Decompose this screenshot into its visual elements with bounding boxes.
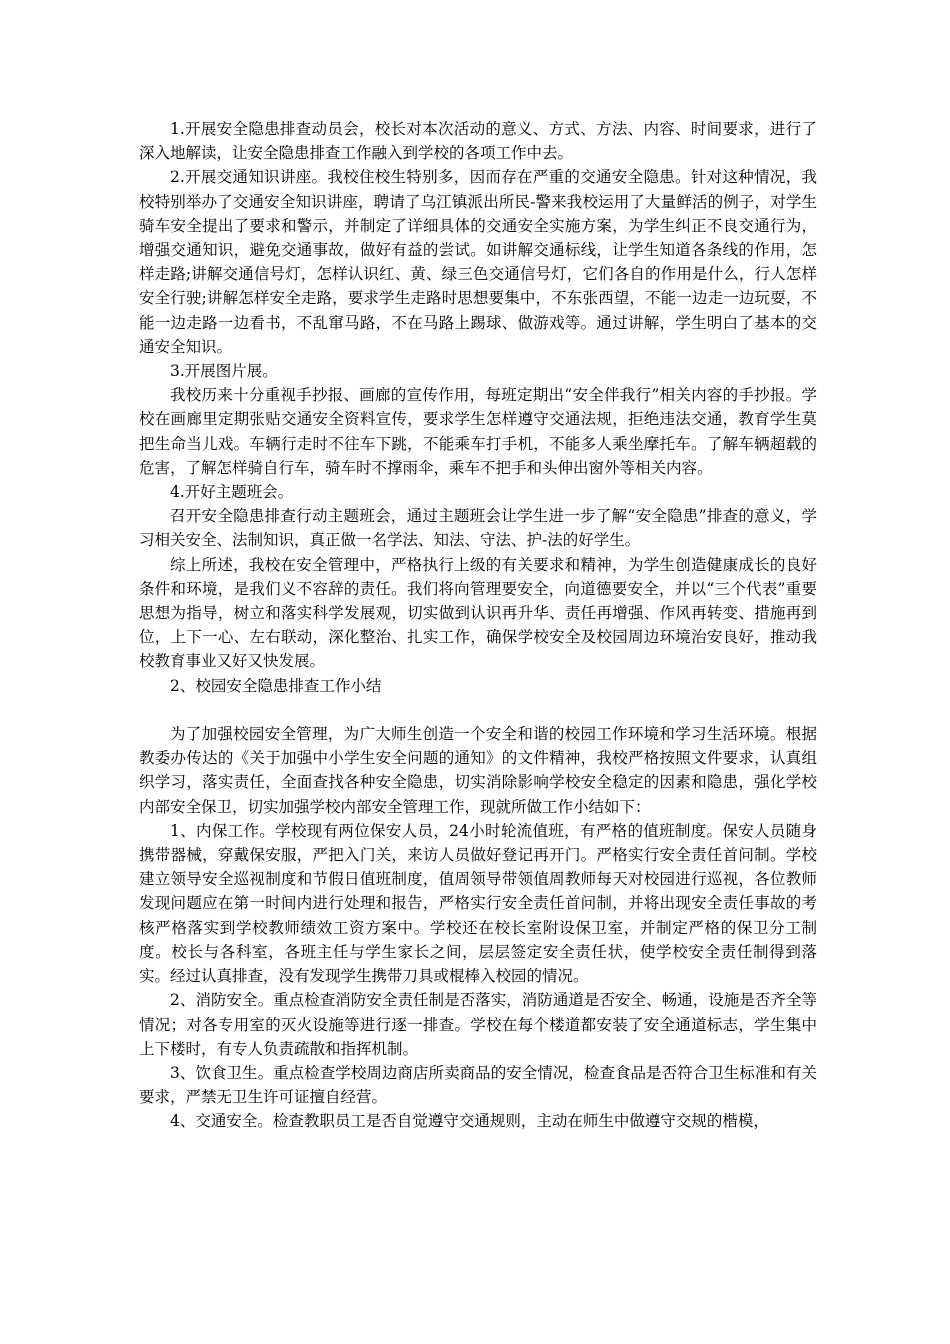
paragraph-internal-security: 1、内保工作。学校现有两位保安人员，24小时轮流值班，有严格的值班制度。保安人员随身携带器械，穿戴保安服，严把入门关，来访人员做好登记再开门。严格实行安全责任首问制。学校建立领导安全巡视制度和节假日值班制度，值周领导带领值周教师每天对校园进行巡视，各位教师发现问题应在第一时间内进行处理和报告，严格实行安全责任首问制，并将出现安全责任事故的考核严格落实到学校教师绩效工资方案中。学校还在校长室附设保卫室，并制定严格的保卫分工制度。校长与各科室，各班主任与学生家长之间，层层签定安全责任状，使学校安全责任制得到落实。经过认真排查，没有发现学生携带刀具或棍棒入校园的情况。: [139, 821, 817, 986]
document-body: [139, 117, 817, 1134]
paragraph-picture-exhibition-heading: 3.开展图片展。: [170, 362, 278, 381]
paragraph-class-meeting-heading: 4.开好主题班会。: [170, 483, 294, 502]
paragraph-food-hygiene: 3、饮食卫生。重点检查学校周边商店所卖商品的安全情况，检查食品是否符合卫生标准和有关要求，严禁无卫生许可证擅自经营。: [139, 1063, 817, 1107]
paragraph-class-meeting: 召开安全隐患排查行动主题班会，通过主题班会让学生进一步了解“安全隐患”排查的意义，学习相关安全、法制知识，真正做一名学法、知法、守法、护-法的好学生。: [139, 507, 817, 550]
paragraph-conclusion: 综上所述，我校在安全管理中，严格执行上级的有关要求和精神，为学生创造健康成长的良好条件和环境，是我们义不容辞的责任。我们将向管理要安全，向道德要安全，并以“三个代表”重要思想为指导，树立和落实科学发展观，切实做到认识再升华、责任再增强、作风再转变、措施再到位，上下一心、左右联动，深化整治、扎实工作，确保学校安全及校园周边环境治安良好，推动我校教育事业又好又快发展。: [139, 555, 817, 671]
paragraph-introduction: 为了加强校园安全管理，为广大师生创造一个安全和谐的校园工作环境和学习生活环境。根据教委办传达的《关于加强中小学生安全问题的通知》的文件精神，我校严格按照文件要求，认真组织学习，落实责任，全面查找各种安全隐患，切实消除影响学校安全稳定的因素和隐患，强化学校内部安全保卫，切实加强学校内部安全管理工作，现就所做工作小结如下：: [139, 725, 817, 816]
paragraph-traffic-lecture: 2.开展交通知识讲座。我校住校生特别多，因而存在严重的交通安全隐患。针对这种情况，我校特别举办了交通安全知识讲座，聘请了乌江镇派出所民-警来我校运用了大量鲜活的例子，对学生骑车安全提出了要求和警示，并制定了详细具体的交通安全实施方案，为学生纠正不良交通行为，增强交通知识，避免交通事故，做好有益的尝试。如讲解交通标线，让学生知道各条线的作用，怎样走路;讲解交通信号灯，怎样认识红、黄、绿三色交通信号灯，它们各自的作用是什么，行人怎样安全行驶;讲解怎样安全走路，要求学生走路时思想要集中，不东张西望，不能一边走一边玩耍，不能一边走路一边看书，不乱窜马路，不在马路上踢球、做游戏等。通过讲解，学生明白了基本的交通安全知识。: [139, 168, 817, 356]
paragraph-traffic-safety: 4、交通安全。检查教职员工是否自觉遵守交通规则，主动在师生中做遵守交规的楷模，: [170, 1112, 769, 1131]
paragraph-fire-safety: 2、消防安全。重点检查消防安全责任制是否落实，消防通道是否安全、畅通，设施是否齐全等情况；对各专用室的灭火设施等进行逐一排查。学校在每个楼道都安装了安全通道标志，学生集中上下楼时，有专人负责疏散和指挥机制。: [139, 991, 817, 1058]
blank-line: [139, 698, 817, 722]
paragraph-mobilization-meeting: 1.开展安全隐患排查动员会，校长对本次活动的意义、方式、方法、内容、时间要求，进行了深入地解读，让安全隐患排查工作融入到学校的各项工作中去。: [139, 120, 817, 163]
paragraph-picture-exhibition: 我校历来十分重视手抄报、画廊的宣传作用，每班定期出“安全伴我行”相关内容的手抄报。学校在画廊里定期张贴交通安全资料宣传，要求学生怎样遵守交通法规，拒绝违法交通，教育学生莫把生命当儿戏。车辆行走时不往车下跳，不能乘车打手机，不能多人乘坐摩托车。了解车辆超载的危害，了解怎样骑自行车，骑车时不撑雨伞，乘车不把手和头伸出窗外等相关内容。: [139, 386, 817, 477]
section-heading: 2、校园安全隐患排查工作小结: [170, 676, 382, 695]
